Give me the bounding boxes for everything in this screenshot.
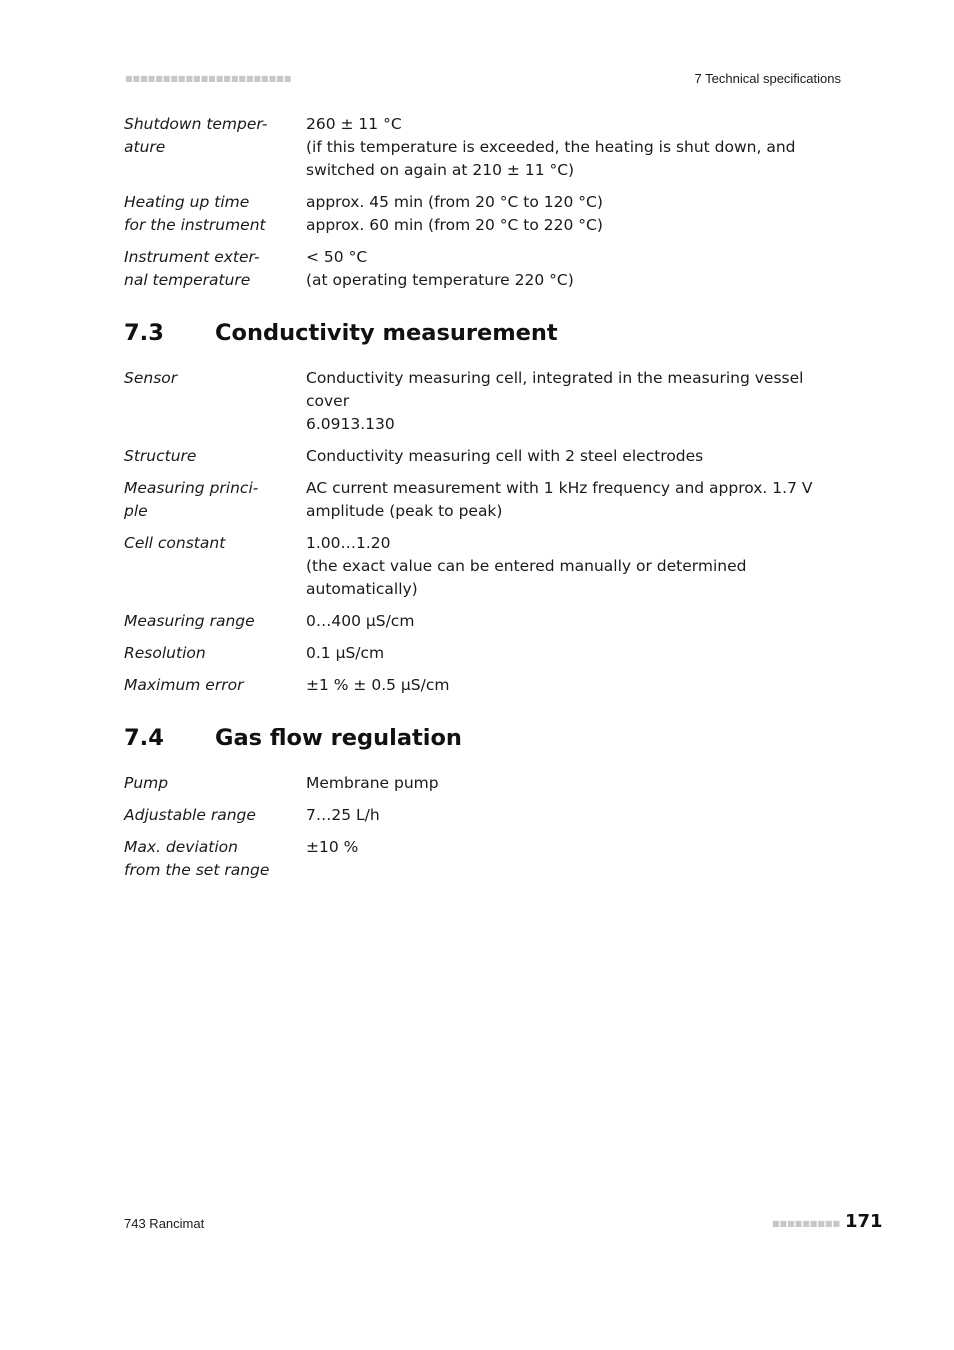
spec-label: Sensor (124, 369, 178, 387)
section-title: Gas flow regulation (215, 725, 462, 751)
chapter-title: 7 Technical specifications (694, 71, 841, 86)
spec-label: Instrument exter- nal temperature (124, 248, 260, 289)
spec-value: 0.1 µS/cm (306, 644, 385, 662)
section-title: Conductivity measurement (215, 320, 558, 346)
spec-row-heating-up-time (124, 191, 844, 237)
spec-row-resolution (124, 642, 844, 665)
spec-label: Shutdown temper- ature (124, 115, 268, 156)
spec-value: approx. 45 min (from 20 °C to 120 °C) approx. 60 min (from 20 °C to 220 °C) (306, 193, 603, 234)
spec-row-cell-constant (124, 532, 844, 601)
spec-row-measuring-principle (124, 477, 844, 523)
spec-row-adjustable-range (124, 804, 844, 827)
spec-row-max-deviation (124, 836, 844, 882)
footer-decoration: ■■■■■■■■■ (772, 1219, 841, 1228)
spec-value: ±10 % (306, 838, 359, 856)
spec-row-measuring-range (124, 610, 844, 633)
spec-row-external-temperature (124, 246, 844, 292)
spec-label: Pump (124, 774, 169, 792)
spec-value: < 50 °C (at operating temperature 220 °C) (306, 248, 574, 289)
spec-value: 7…25 L/h (306, 806, 380, 824)
spec-value: ±1 % ± 0.5 µS/cm (306, 676, 450, 694)
spec-label: Cell constant (124, 534, 226, 552)
spec-value: Conductivity measuring cell, integrated in the measuring vessel cover 6.0913.130 (306, 369, 804, 433)
spec-row-structure (124, 445, 844, 468)
section-heading-7-3 (124, 319, 844, 347)
spec-value: AC current measurement with 1 kHz frequency and approx. 1.7 V amplitude (peak to peak) (306, 479, 813, 520)
page-content (124, 113, 844, 882)
spec-value: 0…400 µS/cm (306, 612, 415, 630)
spec-value: Membrane pump (306, 774, 439, 792)
spec-label: Maximum error (124, 676, 244, 694)
section-number: 7.3 (124, 320, 164, 346)
spec-label: Resolution (124, 644, 206, 662)
spec-label: Max. deviation from the set range (124, 838, 270, 879)
section-heading-7-4 (124, 724, 844, 752)
spec-row-maximum-error (124, 674, 844, 697)
spec-label: Measuring princi- ple (124, 479, 259, 520)
spec-label: Measuring range (124, 612, 255, 630)
spec-row-sensor (124, 367, 844, 436)
footer-product-name: 743 Rancimat (124, 1216, 205, 1231)
spec-row-shutdown-temperature (124, 113, 844, 182)
spec-label: Structure (124, 447, 197, 465)
section-number: 7.4 (124, 725, 164, 751)
spec-value: Conductivity measuring cell with 2 steel electrodes (306, 447, 704, 465)
spec-value: 1.00…1.20 (the exact value can be entered manually or determined automatically) (306, 534, 747, 598)
page-number: 171 (845, 1211, 883, 1232)
spec-row-pump (124, 772, 844, 795)
spec-value: 260 ± 11 °C (if this temperature is exceeded, the heating is shut down, and switched on again at 210 ± 11 °C) (306, 115, 796, 179)
header-decoration: ■■■■■■■■■■■■■■■■■■■■■■ (125, 74, 292, 83)
spec-label: Heating up time for the instrument (124, 193, 266, 234)
spec-label: Adjustable range (124, 806, 256, 824)
